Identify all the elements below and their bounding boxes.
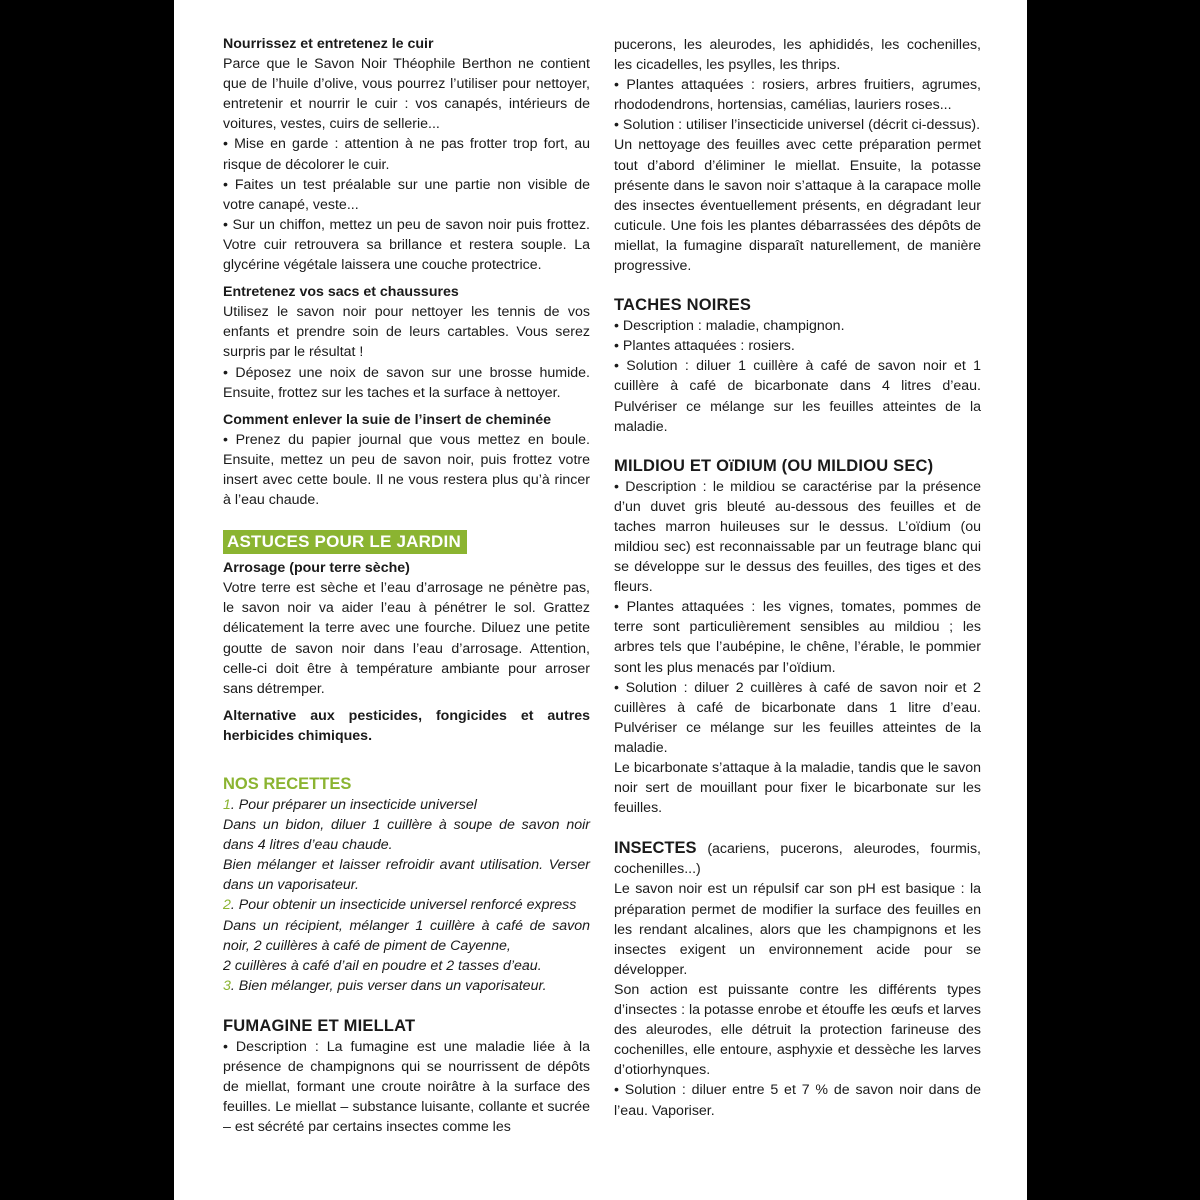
fumagine-plants: • Plantes attaquées : rosiers, arbres fruitiers, agrumes, rhododendrons, hortensias, camélias, lauriers roses... — [614, 77, 981, 114]
document-page — [174, 0, 1027, 1200]
insectes-paragraph: Le savon noir est un répulsif car son pH est basique : la préparation permet de modifier la surface des feuilles en les rendant alcalines, alors que les champignons et les insectes exigent un environnement acide pour se développer. — [614, 881, 981, 978]
left-column — [223, 34, 590, 1137]
recipe-3-title: 3. Bien mélanger, puis verser dans un vaporisateur. — [223, 977, 547, 994]
fumagine-continued: pucerons, les aleurodes, les aphididés, les cochenilles, les cicadelles, les psylles, les thrips. — [614, 37, 981, 74]
taches-plants: • Plantes attaquées : rosiers. — [614, 338, 795, 355]
recipe-2-number: 2 — [223, 897, 231, 914]
mildiou-description: • Description : le mildiou se caractérise par la présence d’un duvet gris bleuté au-dessous des feuilles et de taches marron huileuses sur le dessus. L’oïdium (ou mildiou sec) est reconnaissable par un feutrage blanc qui se développe sur le dessus des feuilles, des tiges et des fleurs. — [614, 478, 981, 596]
cuir-method: • Sur un chiffon, mettez un peu de savon noir puis frottez. Votre cuir retrouvera sa brillance et restera souple. La glycérine végétale laissera une couche protectrice. — [223, 216, 590, 274]
arrosage-paragraph: Votre terre est sèche et l’eau d’arrosage ne pénètre pas, le savon noir va aider l’eau à pénétrer le sol. Grattez délicatement la terre avec une fourche. Diluez une petite goutte de savon noir dans l’eau d’arrosage. Attention, celle-ci doit être à température ambiante pour arroser sans détremper. — [223, 580, 590, 697]
sacs-method: • Déposez une noix de savon sur une brosse humide. Ensuite, frottez sur les taches et la surface à nettoyer. — [223, 364, 590, 401]
sacs-heading: Entretenez vos sacs et chaussures — [223, 284, 459, 301]
taches-solution: • Solution : diluer 1 cuillère à café de savon noir et 1 cuillère à café de bicarbonate dans 4 litres d’eau. Pulvériser ce mélange sur les feuilles atteintes de la maladie. — [614, 358, 981, 435]
taches-description: • Description : maladie, champignon. — [614, 318, 845, 335]
suie-heading: Comment enlever la suie de l’insert de cheminée — [223, 411, 552, 428]
mildiou-heading: MILDIOU ET OïDIUM (OU MILDIOU SEC) — [614, 456, 934, 475]
garden-banner: ASTUCES POUR LE JARDIN — [223, 530, 467, 554]
fumagine-solution: • Solution : utiliser l’insecticide universel (décrit ci-dessus). — [614, 117, 981, 134]
fumagine-paragraph: • Description : La fumagine est une maladie liée à la présence de champignons qui se nourrissent de dépôts de miellat, formant une croute noirâtre à la surface des feuilles. Le miellat – substance luisante, collante et sucrée – est sécrété par certains insectes comme les — [223, 1038, 590, 1136]
recettes-heading: NOS RECETTES — [223, 775, 352, 793]
taches-heading: TACHES NOIRES — [614, 296, 752, 315]
right-column — [614, 35, 981, 1121]
sacs-paragraph: Utilisez le savon noir pour nettoyer les tennis de vos enfants et prendre soin de leurs cartables. Vous serez surpris par le résultat ! — [223, 304, 590, 361]
recipe-1-number: 1 — [223, 797, 231, 813]
cuir-test: • Faites un test préalable sur une partie non visible de votre canapé, veste... — [223, 176, 590, 213]
fumagine-explanation: Un nettoyage des feuilles avec cette préparation permet tout d’abord d’éliminer le miellat. Ensuite, la potasse présente dans le savon noir s’attaque à la carapace molle des insectes éventuellement présents, en dégradant leur cuticule. Une fois les plantes débarrassées des dépôts de miellat, la fumagine disparaît naturellement, de manière progressive. — [614, 137, 981, 275]
recipe-1-title: 1. Pour préparer un insecticide universel — [223, 797, 477, 813]
recipe-2-line: 2 cuillères à café d’ail en poudre et 2 tasses d’eau. — [223, 957, 542, 974]
mildiou-plants: • Plantes attaquées : les vignes, tomates, pommes de terre sont particulièrement sensibles au mildiou ; les arbres tels que l’aubépine, le chêne, l’érable, le pommier sont les plus menacés par l’oïdium. — [614, 599, 981, 676]
recipe-1-line: Bien mélanger et laisser refroidir avant utilisation. Verser dans un vaporisateur. — [223, 857, 590, 894]
recipe-2-line: Dans un récipient, mélanger 1 cuillère à café de savon noir, 2 cuillères à café de piment de Cayenne, — [223, 917, 590, 954]
recipe-3-number: 3 — [223, 977, 231, 994]
recipe-2-title: 2. Pour obtenir un insecticide universel renforcé express — [223, 897, 577, 914]
cuir-warning: • Mise en garde : attention à ne pas frotter trop fort, au risque de décolorer le cuir. — [223, 136, 590, 173]
suie-paragraph: • Prenez du papier journal que vous mettez en boule. Ensuite, mettez un peu de savon noir, puis frottez votre insert avec cette boule. Il ne vous restera plus qu’à rincer à l’eau chaude. — [223, 431, 590, 509]
recipe-1-line: Dans un bidon, diluer 1 cuillère à soupe de savon noir dans 4 litres d’eau chaude. — [223, 817, 590, 854]
alternative-heading: Alternative aux pesticides, fongicides et autres herbicides chimiques. — [223, 707, 590, 744]
insectes-solution: • Solution : diluer entre 5 et 7 % de savon noir dans de l’eau. Vaporiser. — [614, 1082, 981, 1119]
mildiou-explanation: Le bicarbonate s’attaque à la maladie, tandis que le savon noir sert de mouillant pour fixer le bicarbonate sur les feuilles. — [614, 760, 981, 817]
cuir-paragraph: Parce que le Savon Noir Théophile Berthon ne contient que de l’huile d’olive, vous pourrez l’utiliser pour nettoyer, entretenir et nourrir le cuir : vos canapés, intérieurs de voitures, vestes, cuirs de sellerie... — [223, 56, 590, 133]
insectes-heading-line — [614, 838, 981, 879]
insectes-subtitle: (acariens, pucerons, aleurodes, fourmis, cochenilles...) — [614, 841, 981, 878]
insectes-heading: INSECTES — [614, 839, 697, 858]
cuir-heading: Nourrissez et entretenez le cuir — [223, 36, 434, 52]
mildiou-solution: • Solution : diluer 2 cuillères à café de savon noir et 2 cuillères à café de bicarbonate dans 1 litre d’eau. Pulvériser ce mélange sur les feuilles atteintes de la maladie. — [614, 679, 981, 756]
fumagine-heading: FUMAGINE ET MIELLAT — [223, 1016, 416, 1035]
insectes-action: Son action est puissante contre les différents types d’insectes : la potasse enrobe et étouffe les œufs et larves des aleurodes, elle détruit la protection farineuse des cochenilles, elle entoure, asphyxie et dessèche les larves d’otiorhynques. — [614, 981, 981, 1079]
arrosage-heading: Arrosage (pour terre sèche) — [223, 560, 410, 577]
